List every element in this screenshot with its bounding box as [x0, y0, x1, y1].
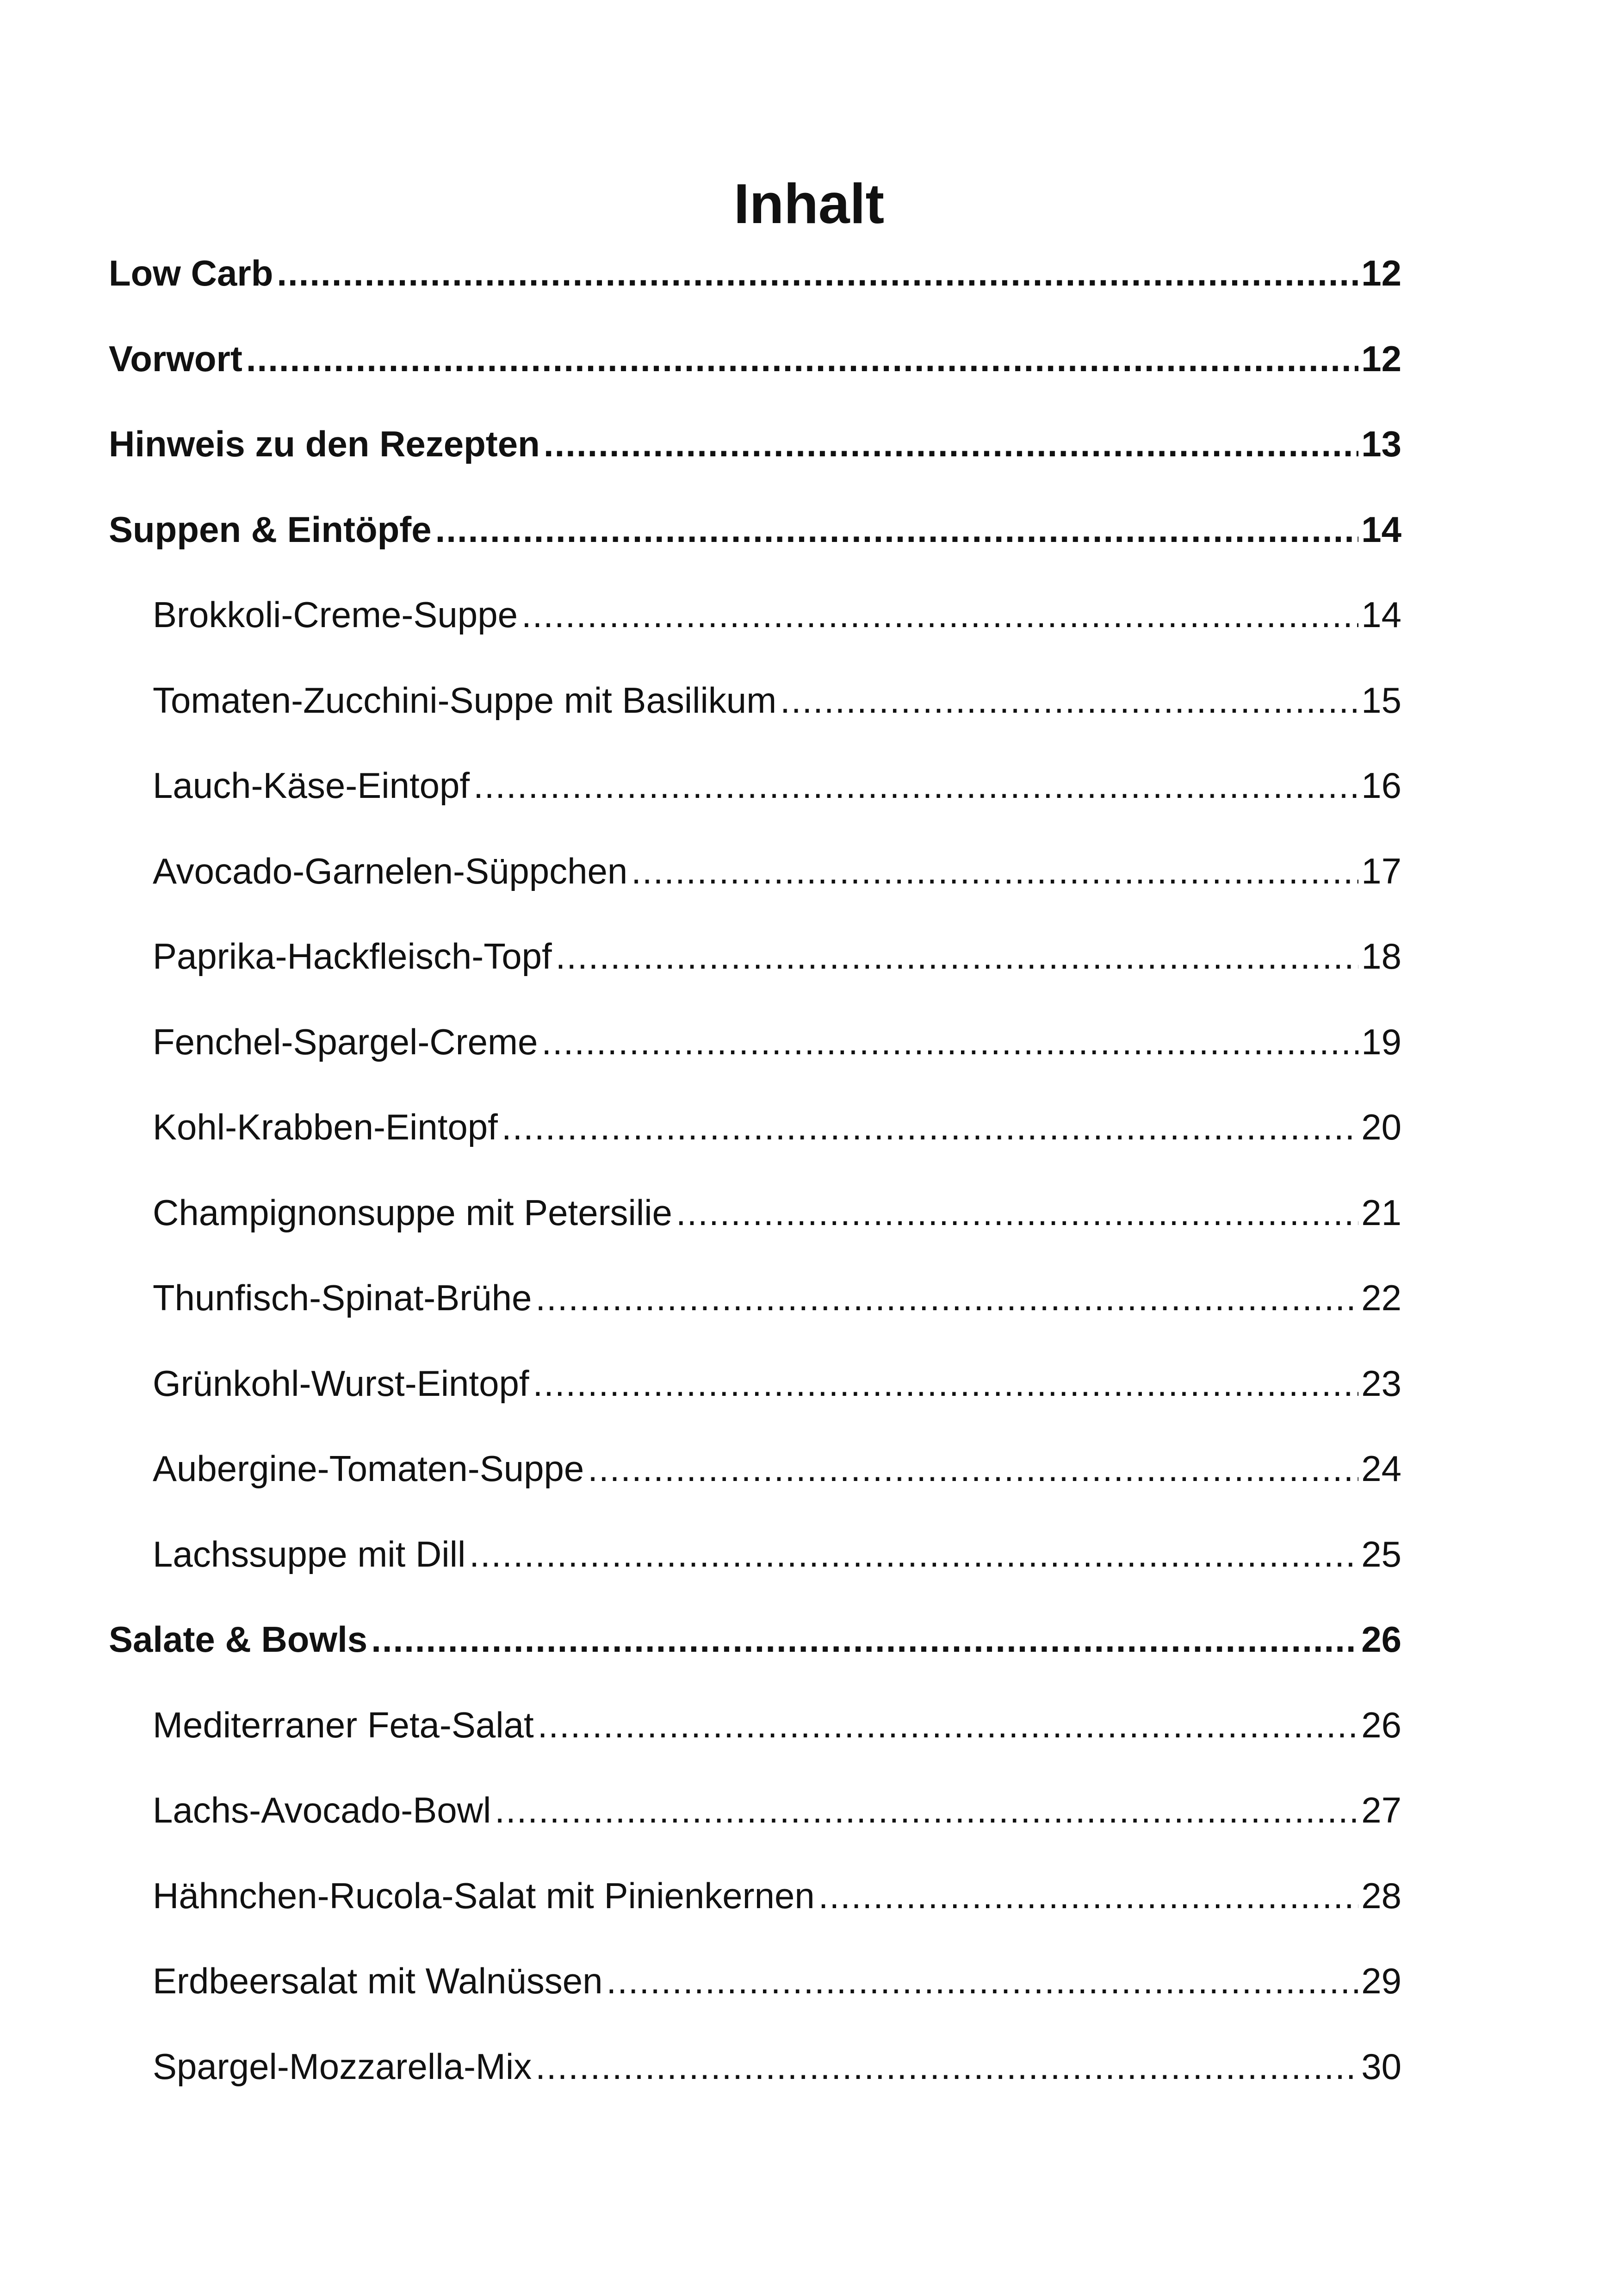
toc-entry-label: Hinweis zu den Rezepten — [109, 423, 540, 464]
toc-entry-label: Hähnchen-Rucola-Salat mit Pinienkernen — [153, 1875, 815, 1916]
toc-dot-leader — [676, 1185, 1358, 1240]
toc-entry-page-number: 14 — [1361, 594, 1401, 635]
toc-entry-label: Vorwort — [109, 338, 242, 379]
toc-entry-label: Paprika-Hackfleisch-Topf — [153, 936, 552, 977]
toc-recipe-entry[interactable] — [153, 1270, 1401, 1325]
toc-entry-label: Lachs-Avocado-Bowl — [153, 1790, 491, 1830]
toc-entry-label: Tomaten-Zucchini-Suppe mit Basilikum — [153, 679, 777, 721]
toc-dot-leader — [541, 1014, 1358, 1070]
toc-dot-leader — [556, 928, 1359, 984]
toc-entry-page-number: 14 — [1361, 509, 1401, 550]
toc-dot-leader — [495, 1782, 1358, 1838]
toc-entry-label: Aubergine-Tomaten-Suppe — [153, 1448, 584, 1489]
toc-entry-label: Kohl-Krabben-Eintopf — [153, 1107, 498, 1147]
toc-entry-label: Brokkoli-Creme-Suppe — [153, 594, 518, 635]
toc-entry-page-number: 28 — [1361, 1875, 1401, 1916]
toc-recipe-entry[interactable] — [153, 2039, 1401, 2094]
toc-entry-page-number: 19 — [1361, 1021, 1401, 1062]
toc-entry-page-number: 15 — [1361, 679, 1401, 721]
toc-section-entry[interactable] — [109, 331, 1401, 386]
toc-dot-leader — [535, 1270, 1358, 1325]
toc-entry-page-number: 25 — [1361, 1533, 1401, 1574]
toc-entry-page-number: 30 — [1361, 2046, 1401, 2087]
toc-entry-label: Lachssuppe mit Dill — [153, 1533, 466, 1574]
toc-dot-leader — [780, 672, 1358, 728]
toc-entry-label: Fenchel-Spargel-Creme — [153, 1021, 538, 1062]
toc-entry-page-number: 12 — [1361, 338, 1401, 379]
toc-dot-leader — [277, 245, 1358, 301]
toc-entry-label: Thunfisch-Spinat-Brühe — [153, 1277, 532, 1318]
toc-dot-leader — [535, 2039, 1358, 2094]
toc-recipe-entry[interactable] — [153, 1356, 1401, 1411]
toc-entry-label: Erdbeersalat mit Walnüssen — [153, 1960, 603, 2001]
toc-recipe-entry[interactable] — [153, 1953, 1401, 2009]
toc-section-entry[interactable] — [109, 416, 1401, 472]
toc-dot-leader — [818, 1868, 1358, 1923]
toc-dot-leader — [473, 758, 1358, 813]
toc-entry-page-number: 23 — [1361, 1363, 1401, 1404]
toc-entry-label: Lauch-Käse-Eintopf — [153, 765, 470, 806]
toc-entry-label: Low Carb — [109, 253, 273, 293]
toc-dot-leader — [521, 587, 1358, 642]
toc-recipe-entry[interactable] — [153, 1441, 1401, 1496]
toc-dot-leader — [246, 331, 1358, 386]
toc-dot-leader — [631, 843, 1358, 899]
toc-entry-page-number: 22 — [1361, 1277, 1401, 1318]
toc-recipe-entry[interactable] — [153, 1697, 1401, 1753]
toc-dot-leader — [544, 416, 1358, 472]
toc-recipe-entry[interactable] — [153, 672, 1401, 728]
toc-dot-leader — [533, 1356, 1359, 1411]
toc-entry-page-number: 17 — [1361, 850, 1401, 891]
toc-entry-page-number: 26 — [1361, 1619, 1401, 1660]
toc-entry-label: Salate & Bowls — [109, 1619, 368, 1660]
toc-entry-page-number: 29 — [1361, 1960, 1401, 2001]
toc-entry-page-number: 20 — [1361, 1107, 1401, 1147]
toc-entry-page-number: 21 — [1361, 1192, 1401, 1233]
toc-recipe-entry[interactable] — [153, 1099, 1401, 1155]
toc-entry-page-number: 16 — [1361, 765, 1401, 806]
toc-recipe-entry[interactable] — [153, 758, 1401, 813]
toc-dot-leader — [371, 1612, 1358, 1667]
toc-title: Inhalt — [733, 172, 885, 235]
toc-dot-leader — [502, 1099, 1358, 1155]
toc-entry-label: Avocado-Garnelen-Süppchen — [153, 850, 628, 891]
toc-entry-page-number: 13 — [1361, 423, 1401, 464]
toc-section-entry[interactable] — [109, 502, 1401, 557]
toc-entry-page-number: 12 — [1361, 253, 1401, 293]
toc-dot-leader — [538, 1697, 1359, 1753]
toc-recipe-entry[interactable] — [153, 1014, 1401, 1070]
toc-recipe-entry[interactable] — [153, 928, 1401, 984]
toc-entry-label: Grünkohl-Wurst-Eintopf — [153, 1363, 529, 1404]
toc-entry-page-number: 18 — [1361, 936, 1401, 977]
toc-entry-label: Champignonsuppe mit Petersilie — [153, 1192, 672, 1233]
toc-recipe-entry[interactable] — [153, 843, 1401, 899]
toc-dot-leader — [607, 1953, 1359, 2009]
toc-dot-leader — [435, 502, 1359, 557]
toc-entry-label: Spargel-Mozzarella-Mix — [153, 2046, 532, 2087]
toc-recipe-entry[interactable] — [153, 1526, 1401, 1582]
toc-entry-label: Mediterraner Feta-Salat — [153, 1704, 534, 1745]
toc-dot-leader — [469, 1526, 1358, 1582]
toc-dot-leader — [588, 1441, 1358, 1496]
toc-recipe-entry[interactable] — [153, 1782, 1401, 1838]
toc-recipe-entry[interactable] — [153, 1868, 1401, 1923]
toc-section-entry[interactable] — [109, 245, 1401, 301]
toc-entry-label: Suppen & Eintöpfe — [109, 509, 432, 550]
toc-recipe-entry[interactable] — [153, 1185, 1401, 1240]
toc-recipe-entry[interactable] — [153, 587, 1401, 642]
toc-entry-page-number: 24 — [1361, 1448, 1401, 1489]
toc-entry-page-number: 26 — [1361, 1704, 1401, 1745]
toc-entry-page-number: 27 — [1361, 1790, 1401, 1830]
toc-section-entry[interactable] — [109, 1612, 1401, 1667]
